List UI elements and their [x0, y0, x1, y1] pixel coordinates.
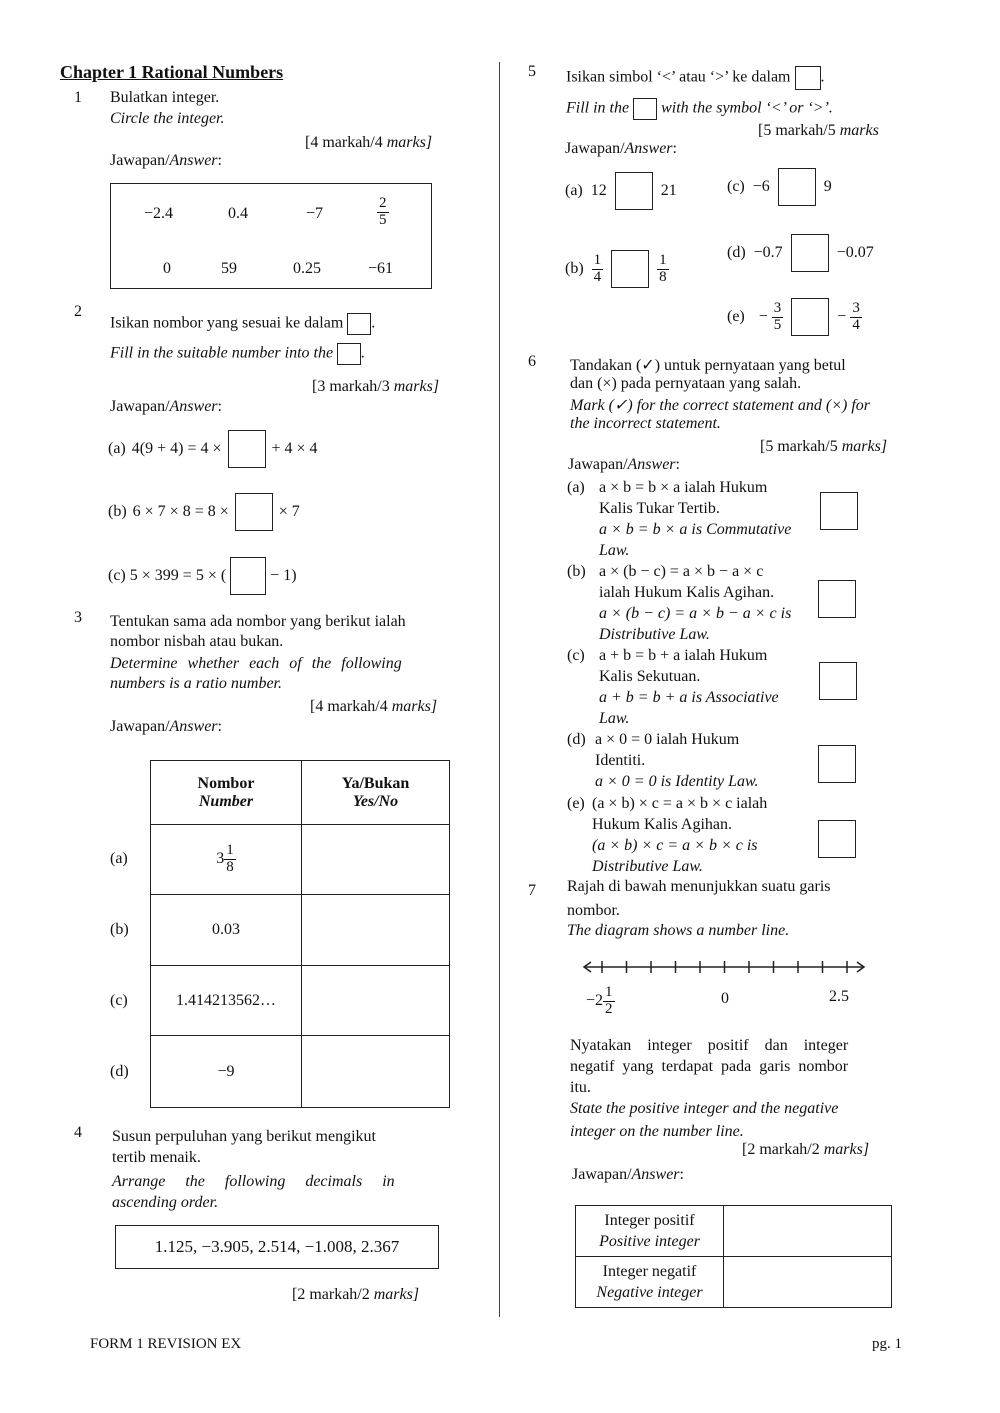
marks-ms: [4 markah/4: [310, 698, 388, 715]
marks-ms: [4 markah/4: [305, 134, 383, 151]
number-line: [580, 952, 870, 982]
q3-text-en-2: numbers is a ratio number.: [110, 675, 283, 692]
fraction-numerator: 1: [659, 251, 667, 268]
answer-colon: :: [217, 398, 222, 415]
symbol-box[interactable]: [791, 234, 829, 272]
left-value: −6: [752, 178, 770, 195]
left-fraction: [592, 253, 604, 286]
statement-ms-2: Identiti.: [595, 752, 646, 769]
statement-en-1: a × (b − c) = a × b − a × c is: [599, 605, 792, 622]
q1-value[interactable]: −7: [306, 205, 324, 222]
mixed-number-fraction: [224, 843, 236, 876]
q7-text-ms-5: itu.: [570, 1079, 591, 1096]
statement-en-1: a + b = b + a is Associative: [599, 689, 779, 706]
decimals-list: 1.125, −3.905, 2.514, −1.008, 2.367: [154, 1237, 400, 1256]
answer-colon: :: [679, 1166, 684, 1183]
q2-number: 2: [74, 303, 82, 320]
fraction-numerator: 3: [852, 299, 860, 316]
statement-en-1: (a × b) × c = a × b × c is: [592, 837, 758, 854]
statement-en-2: Distributive Law.: [599, 626, 710, 643]
statement-ms-2: ialah Hukum Kalis Agihan.: [599, 584, 775, 601]
tick-box[interactable]: [818, 745, 856, 783]
q1-value[interactable]: 0: [163, 260, 171, 277]
statement-ms-1: (a × b) × c = a × b × c ialah: [592, 795, 768, 812]
table-row: [576, 1257, 892, 1308]
q3-number: 3: [74, 609, 82, 626]
q1-value[interactable]: −61: [368, 260, 394, 277]
equation-left: 6 × 7 × 8 = 8 ×: [132, 503, 229, 520]
right-value: 9: [823, 178, 832, 195]
q6-statement-d: [567, 729, 759, 790]
q2-en-text: Fill in the suitable number into the: [110, 344, 334, 362]
q6-text-en-2: the incorrect statement.: [570, 415, 721, 432]
q1-value[interactable]: 59: [221, 260, 237, 277]
q6-answer-label: [568, 456, 680, 474]
q6-number: 6: [528, 353, 536, 370]
header-ms: Nombor: [197, 774, 255, 792]
q3-text-ms-2: nombor nisbah atau bukan.: [110, 633, 284, 650]
q7-number: 7: [528, 882, 536, 899]
q4-text-ms-2: tertib menaik.: [112, 1149, 201, 1166]
q5-part-a: [565, 172, 677, 210]
fraction-numerator: 1: [593, 251, 602, 268]
symbol-box[interactable]: [778, 168, 816, 206]
part-label: (b): [567, 563, 586, 580]
q4-text-en-2: ascending order.: [112, 1194, 219, 1211]
fraction-denominator: 4: [593, 268, 602, 285]
statement-ms-1: a + b = b + a ialah Hukum: [599, 647, 768, 664]
number-cell: 0.03: [151, 895, 302, 966]
empty-box-icon: [795, 66, 821, 90]
equation-right: − 1): [270, 567, 297, 584]
q4-text-ms-1: Susun perpuluhan yang berikut mengikut: [112, 1128, 376, 1145]
q5-en-text-b: with the symbol ‘<’ or ‘>’.: [661, 99, 833, 117]
q5-answer-label: [565, 140, 677, 158]
marks-en: marks]: [823, 1141, 870, 1158]
symbol-box[interactable]: [791, 298, 829, 336]
answer-colon: :: [672, 140, 677, 157]
q5-text-en: [566, 98, 833, 120]
mixed-number-fraction: [603, 985, 615, 1018]
q1-number: 1: [74, 89, 82, 106]
equation-left: 4(9 + 4) = 4 ×: [131, 440, 222, 457]
marks-ms: [5 markah/5: [758, 122, 836, 139]
part-label: (a): [565, 182, 583, 199]
part-label: (b): [565, 260, 584, 277]
q2-ms-text: Isikan nombor yang sesuai ke dalam: [110, 314, 344, 332]
q6-statement-c: [567, 645, 779, 727]
answer-cell[interactable]: [302, 966, 450, 1036]
statement-ms-1: a × 0 = 0 ialah Hukum: [595, 731, 740, 748]
empty-box-icon: [633, 98, 657, 120]
equation-right: + 4 × 4: [271, 440, 318, 457]
q2-part-c: [108, 557, 297, 595]
q5-ms-text: Isikan simbol ‘<’ atau ‘>’ ke dalam: [566, 68, 791, 86]
row-label: (c): [110, 992, 128, 1009]
answer-label-en: Answer: [169, 718, 218, 735]
part-label: (e): [727, 308, 745, 325]
minus-sign: −: [758, 308, 768, 325]
q5-part-c: [727, 168, 832, 206]
statement-lines: [599, 477, 839, 561]
answer-label-ms: Jawapan/: [572, 1166, 632, 1183]
row-header-en: Negative integer: [596, 1284, 703, 1301]
tick-box[interactable]: [819, 662, 857, 700]
q1-marks: [305, 134, 432, 152]
statement-ms-1: a × (b − c) = a × b − a × c: [599, 563, 764, 580]
statement-lines: [595, 729, 835, 792]
statement-ms-1: a × b = b × a ialah Hukum: [599, 479, 768, 496]
answer-label-en: Answer: [631, 1166, 680, 1183]
left-value: −0.7: [753, 244, 783, 261]
row-label: (b): [110, 921, 129, 938]
footer-title: FORM 1 REVISION EX: [90, 1336, 242, 1352]
q6-text-en-1: Mark (✓) for the correct statement and (×) for: [570, 397, 870, 414]
fraction-numerator: 1: [605, 984, 613, 1000]
q6-text-ms-2: dan (×) pada pernyataan yang salah.: [570, 375, 802, 392]
header-ms: Ya/Bukan: [341, 774, 410, 792]
q1-value[interactable]: 0.25: [293, 260, 321, 277]
q5-part-b: [565, 250, 669, 288]
symbol-box[interactable]: [611, 250, 649, 288]
table-header-row: [151, 761, 450, 825]
answer-colon: :: [675, 456, 680, 473]
q7-marks: [742, 1141, 869, 1159]
statement-en-2: Law.: [599, 710, 630, 727]
q2-part-b: [108, 493, 300, 531]
table-row: [151, 825, 450, 895]
q1-value[interactable]: −2.4: [144, 205, 174, 222]
marks-ms: [2 markah/2: [292, 1286, 370, 1303]
answer-cell[interactable]: [724, 1206, 892, 1257]
q6-statement-a: [567, 477, 792, 559]
fraction-numerator: 2: [379, 195, 387, 211]
answer-label-en: Answer: [169, 152, 218, 169]
tick-box[interactable]: [818, 820, 856, 858]
q2-marks: [312, 378, 439, 396]
fraction-denominator: 5: [773, 316, 782, 333]
answer-label-en: Answer: [627, 456, 676, 473]
minus-sign: −: [837, 308, 847, 325]
statement-ms-2: Kalis Sekutuan.: [599, 668, 701, 685]
left-fraction: [772, 301, 784, 334]
column-divider: [499, 62, 500, 1317]
q4-decimals-box: [115, 1225, 439, 1269]
equation-left: 5 × 399 = 5 × (: [129, 567, 227, 584]
marks-en: marks]: [373, 1286, 420, 1303]
number-cell: −9: [151, 1036, 302, 1108]
table-row: [576, 1206, 892, 1257]
statement-lines: [599, 561, 839, 645]
part-label: (e): [567, 795, 585, 812]
empty-box-icon: [337, 343, 361, 365]
fraction-denominator: 4: [852, 316, 860, 333]
q7-text-en-1: The diagram shows a number line.: [567, 922, 790, 939]
q5-number: 5: [528, 63, 536, 80]
nl-label-right: 2.5: [829, 988, 849, 1005]
q6-statement-e: [567, 793, 768, 875]
header-en: Number: [198, 792, 254, 810]
part-label: (a): [108, 440, 126, 457]
answer-cell[interactable]: [302, 895, 450, 966]
statement-en-2: Law.: [599, 542, 630, 559]
right-fraction: [850, 301, 862, 334]
empty-box-icon: [347, 313, 371, 335]
q6-statement-b: [567, 561, 792, 643]
fraction-denominator: 8: [226, 859, 234, 875]
q5-text-ms: Isikan simbol ‘<’ atau ‘>’ ke dalam .: [566, 66, 825, 90]
q4-text-en-1: Arrange the following decimals in: [112, 1173, 395, 1190]
part-label: (c): [108, 567, 126, 584]
answer-label-ms: Jawapan/: [110, 152, 170, 169]
tick-box[interactable]: [818, 580, 856, 618]
left-value: 12: [590, 182, 607, 199]
answer-colon: :: [217, 152, 222, 169]
header-en: Yes/No: [352, 792, 399, 810]
marks-en: marks]: [393, 378, 440, 395]
q2-part-a: [108, 430, 318, 468]
q1-fraction-value[interactable]: [377, 196, 389, 229]
q1-answer-label: [110, 152, 222, 170]
right-fraction: [657, 253, 669, 286]
tick-box[interactable]: [820, 492, 858, 530]
nl-label-left: [586, 985, 615, 1018]
q5-part-d: [727, 234, 874, 272]
marks-en: marks]: [391, 698, 438, 715]
answer-box[interactable]: [228, 430, 266, 468]
number-cell: 1.414213562…: [151, 966, 302, 1036]
q4-number: 4: [74, 1124, 82, 1141]
part-label: (d): [567, 731, 586, 748]
q5-part-e: [727, 298, 862, 336]
part-label: (b): [108, 503, 127, 520]
answer-label-en: Answer: [624, 140, 673, 157]
part-label: (c): [567, 647, 585, 664]
right-value: −0.07: [836, 244, 874, 261]
q1-text-en: Circle the integer.: [110, 110, 225, 127]
q7-text-ms-3: Nyatakan integer positif dan integer: [570, 1037, 849, 1054]
q7-text-en-3: integer on the number line.: [570, 1123, 744, 1140]
statement-en-1: a × 0 = 0 is Identity Law.: [595, 773, 759, 790]
chapter-title: Chapter 1 Rational Numbers: [60, 62, 284, 82]
q3-marks: [310, 698, 437, 716]
page-number: pg. 1: [872, 1336, 902, 1352]
statement-lines: [599, 645, 839, 729]
q7-text-en-2: State the positive integer and the negative: [570, 1100, 839, 1117]
right-value: 21: [660, 182, 677, 199]
answer-cell[interactable]: [302, 1036, 450, 1108]
equation-right: × 7: [278, 503, 300, 520]
q5-en-text-a: Fill in the: [566, 99, 630, 117]
marks-ms: [5 markah/5: [760, 438, 838, 455]
row-header-ms: Integer negatif: [602, 1263, 697, 1280]
statement-ms-2: Hukum Kalis Agihan.: [592, 816, 732, 833]
mixed-number-whole: 3: [216, 850, 225, 868]
row-header-en: Positive integer: [599, 1233, 700, 1250]
q1-value[interactable]: 0.4: [228, 205, 248, 222]
answer-colon: :: [217, 718, 222, 735]
answer-label-ms: Jawapan/: [110, 718, 170, 735]
answer-cell[interactable]: [724, 1257, 892, 1308]
fraction-denominator: 5: [379, 211, 387, 228]
answer-label-ms: Jawapan/: [565, 140, 625, 157]
nl-label-zero: 0: [721, 990, 729, 1007]
q7-text-ms-4: negatif yang terdapat pada garis nombor: [570, 1058, 849, 1075]
row-label: (d): [110, 1063, 129, 1080]
marks-en: marks]: [841, 438, 888, 455]
q2-text-ms: Isikan nombor yang sesuai ke dalam .: [110, 313, 375, 335]
q2-answer-label: [110, 398, 222, 416]
q1-integer-box: [110, 183, 432, 289]
fraction-denominator: 8: [659, 268, 667, 285]
answer-label-en: Answer: [169, 398, 218, 415]
part-label: (a): [567, 479, 585, 496]
row-header-positive: [576, 1206, 724, 1257]
statement-lines: [592, 793, 832, 877]
q5-marks: [758, 122, 879, 140]
marks-ms: [2 markah/2: [742, 1141, 820, 1158]
q1-text-ms: Bulatkan integer.: [110, 89, 220, 106]
table-row: [151, 1036, 450, 1108]
statement-ms-2: Kalis Tukar Tertib.: [599, 500, 720, 517]
marks-en: marks: [839, 122, 879, 139]
symbol-box[interactable]: [615, 172, 653, 210]
header-yes-no: [302, 761, 450, 825]
statement-en-1: a × b = b × a is Commutative: [599, 521, 792, 538]
q7-text-ms-1: Rajah di bawah menunjukkan suatu garis: [567, 878, 831, 895]
q6-text-ms-1: Tandakan (✓) untuk pernyataan yang betul: [570, 357, 846, 374]
mixed-number-whole: −2: [586, 992, 604, 1010]
q7-answer-label: [572, 1166, 684, 1184]
header-number: [151, 761, 302, 825]
q7-answer-table: [575, 1205, 892, 1308]
q3-text-en-1: Determine whether each of the following: [110, 655, 402, 672]
fraction-numerator: 1: [226, 842, 234, 859]
marks-ms: [3 markah/3: [312, 378, 390, 395]
table-row: [151, 966, 450, 1036]
answer-cell[interactable]: [302, 825, 450, 895]
q3-text-ms-1: Tentukan sama ada nombor yang berikut ialah: [110, 613, 406, 630]
q6-marks: [760, 438, 887, 456]
answer-label-ms: Jawapan/: [568, 456, 628, 473]
q4-marks: [292, 1286, 419, 1304]
row-header-ms: Integer positif: [604, 1212, 695, 1229]
answer-box[interactable]: [235, 493, 273, 531]
fraction-denominator: 2: [605, 1000, 613, 1017]
q7-text-ms-2: nombor.: [567, 902, 620, 919]
part-label: (d): [727, 244, 746, 261]
q2-text-en: Fill in the suitable number into the .: [110, 343, 365, 365]
table-row: [151, 895, 450, 966]
fraction-numerator: 3: [773, 299, 782, 316]
statement-en-2: Distributive Law.: [592, 858, 703, 875]
row-label: (a): [110, 850, 128, 867]
answer-label-ms: Jawapan/: [110, 398, 170, 415]
q3-table: [150, 760, 450, 1108]
part-label: (c): [727, 178, 745, 195]
answer-box[interactable]: [230, 557, 266, 595]
row-header-negative: [576, 1257, 724, 1308]
marks-en: marks]: [386, 134, 433, 151]
q3-answer-label: [110, 718, 222, 736]
number-cell: [151, 825, 302, 895]
